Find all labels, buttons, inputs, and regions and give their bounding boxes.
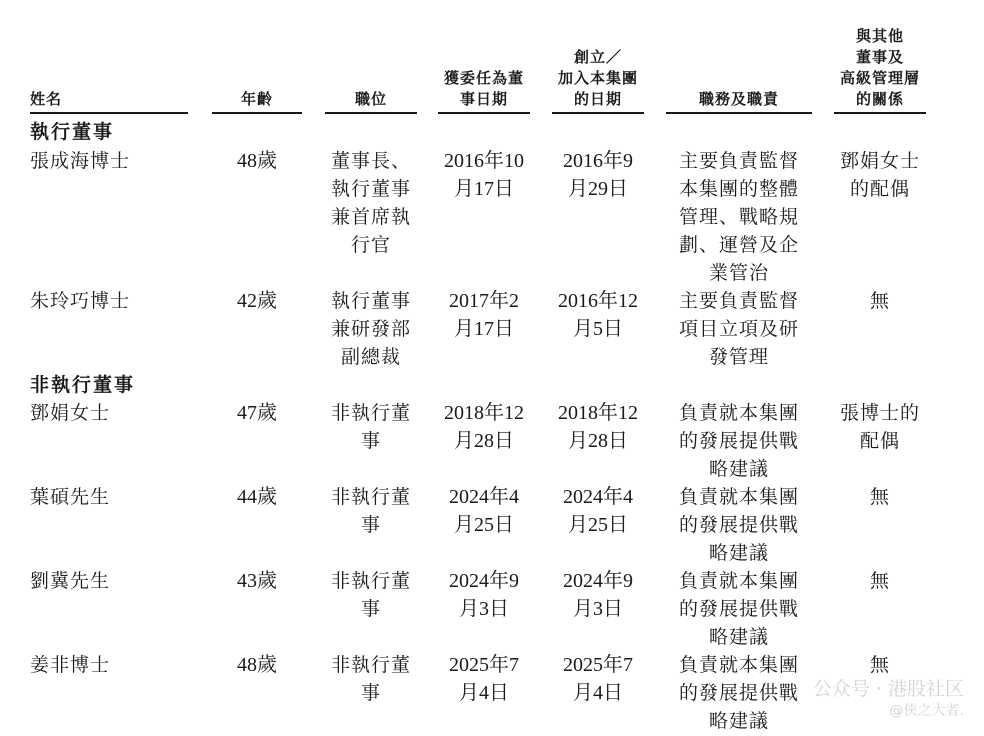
table-row-position: 非執行董 事 [330, 654, 411, 704]
watermark-line-2: @俠之大者. [889, 703, 964, 719]
table-row-responsibilities: 負責就本集團 的發展提供戰 略建議 [678, 486, 799, 564]
table-row-name: 劉冀先生 [30, 570, 111, 592]
header-name [30, 0, 188, 114]
table-row-responsibilities: 負責就本集團 的發展提供戰 略建議 [678, 570, 799, 648]
header-joined [552, 0, 644, 114]
table-row-appointed: 2018年12 月28日 [444, 402, 524, 452]
table-row-age: 48歲 [237, 150, 277, 172]
table-row-responsibilities: 負責就本集團 的發展提供戰 略建議 [678, 654, 799, 732]
section-executive-directors: 執行董事 [30, 121, 115, 143]
header-relationship-label: 與其他 董事及 高級管理層 的關係 [839, 27, 920, 108]
header-responsibilities-label: 職務及職責 [698, 90, 779, 108]
watermark [813, 678, 964, 722]
table-row-relationship: 無 [869, 486, 890, 508]
table-row-position: 董事長、 執行董事 兼首席執 行官 [330, 150, 411, 256]
header-relationship [834, 0, 926, 114]
table-row-age: 43歲 [237, 570, 277, 592]
header-position-label: 職位 [354, 90, 387, 108]
table-row-joined: 2018年12 月28日 [558, 402, 638, 452]
table-row-relationship: 無 [869, 654, 890, 676]
table-row-appointed: 2025年7 月4日 [449, 654, 519, 704]
table-row-responsibilities: 主要負責監督 本集團的整體 管理、戰略規 劃、運營及企 業管治 [678, 150, 799, 284]
table-row-joined: 2025年7 月4日 [563, 654, 633, 704]
table-row-position: 非執行董 事 [330, 486, 411, 536]
header-appointed [438, 0, 530, 114]
table-row-name: 朱玲巧博士 [30, 290, 131, 312]
table-row-appointed: 2016年10 月17日 [444, 150, 524, 200]
table-row-relationship: 無 [869, 570, 890, 592]
table-row-age: 48歲 [237, 654, 277, 676]
table-row-age: 44歲 [237, 486, 277, 508]
table-row-age: 47歲 [237, 402, 277, 424]
table-row-name: 鄧娟女士 [30, 402, 111, 424]
header-joined-label: 創立／ 加入本集團 的日期 [557, 48, 638, 108]
table-row-joined: 2016年9 月29日 [563, 150, 633, 200]
table-row-name: 姜非博士 [30, 654, 111, 676]
section-non-executive-directors: 非執行董事 [30, 374, 136, 396]
table-row-relationship: 張博士的 配偶 [839, 402, 920, 452]
table-row-position: 非執行董 事 [330, 570, 411, 620]
table-row-joined: 2024年4 月25日 [563, 486, 633, 536]
table-row-appointed: 2024年4 月25日 [449, 486, 519, 536]
watermark-line-1: 公众号 · 港股社区 [812, 678, 964, 700]
table-row-appointed: 2024年9 月3日 [449, 570, 519, 620]
header-age-label: 年齡 [240, 90, 273, 108]
table-row-relationship: 無 [869, 290, 890, 312]
table-row-responsibilities: 主要負責監督 項目立項及研 發管理 [678, 290, 799, 368]
header-responsibilities [666, 0, 812, 114]
table-row-name: 張成海博士 [30, 150, 131, 172]
header-name-label: 姓名 [30, 90, 63, 108]
table-row-responsibilities: 負責就本集團 的發展提供戰 略建議 [678, 402, 799, 480]
table-row-name: 葉碩先生 [30, 486, 111, 508]
table-row-joined: 2016年12 月5日 [558, 290, 638, 340]
header-age [212, 0, 302, 114]
table-row-age: 42歲 [237, 290, 277, 312]
table-row-appointed: 2017年2 月17日 [449, 290, 519, 340]
table-row-position: 非執行董 事 [330, 402, 411, 452]
table-row-relationship: 鄧娟女士 的配偶 [839, 150, 920, 200]
header-appointed-label: 獲委任為董 事日期 [443, 69, 524, 108]
table-row-position: 執行董事 兼研發部 副總裁 [330, 290, 411, 368]
table-row-joined: 2024年9 月3日 [563, 570, 633, 620]
header-position [325, 0, 417, 114]
